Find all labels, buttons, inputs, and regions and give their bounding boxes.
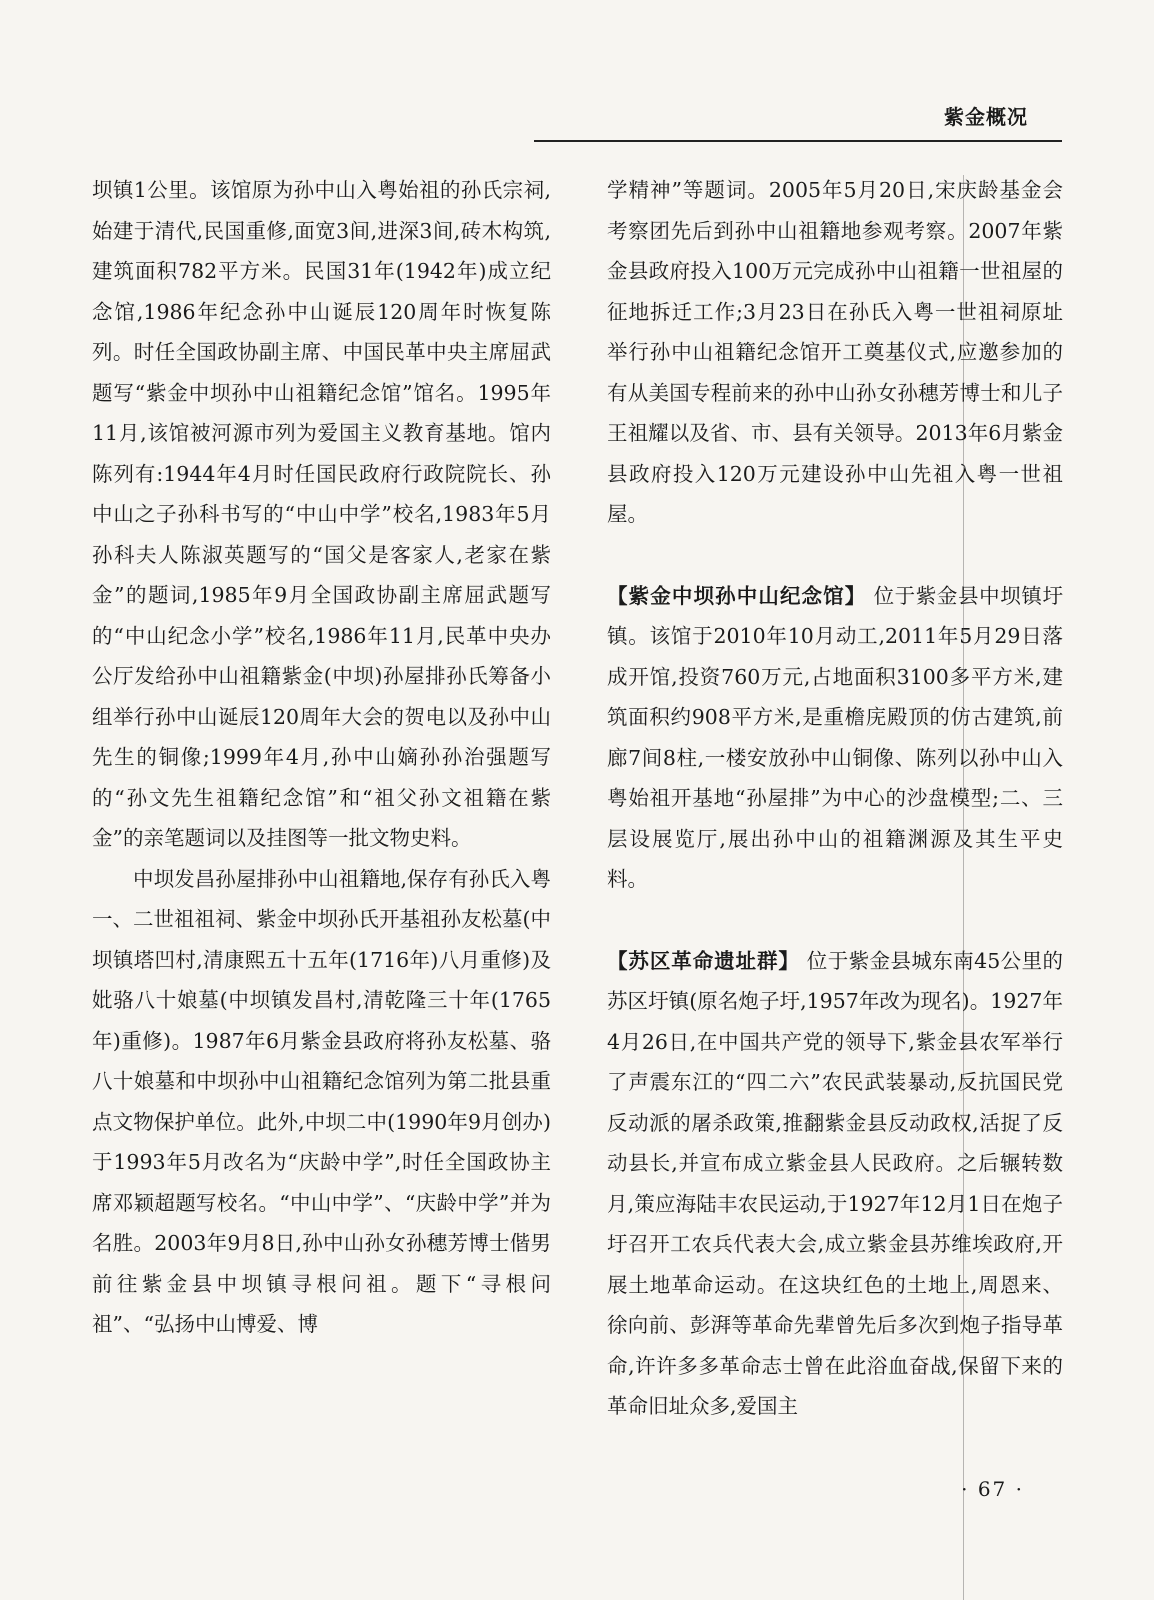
left-paragraph-1: 坝镇1公里。该馆原为孙中山入粤始祖的孙氏宗祠,始建于清代,民国重修,面宽3间,进深3间,砖木构筑,建筑面积782平方米。民国31年(1942年)成立纪念馆,1986年纪念孙中山诞辰120周年时恢复陈列。时任全国政协副主席、中国民革中央主席屈武题写“紫金中坝孙中山祖籍纪念馆”馆名。1995年11月,该馆被河源市列为爱国主义教育基地。馆内陈列有:1944年4月时任国民政府行政院院长、孙中山之子孙科书写的“中山中学”校名,1983年5月孙科夫人陈淑英题写的“国父是客家人,老家在紫金”的题词,1985年9月全国政协副主席屈武题写的“中山纪念小学”校名,1986年11月,民革中央办公厅发给孙中山祖籍紫金(中坝)孙屋排孙氏筹备小组举行孙中山诞辰120周年大会的贺电以及孙中山先生的铜像;1999年4月,孙中山嫡孙孙治强题写的“孙文先生祖籍纪念馆”和“祖父孙文祖籍在紫金”的亲笔题词以及挂图等一批文物史料。 <box>92 178 551 850</box>
left-paragraph-2: 中坝发昌孙屋排孙中山祖籍地,保存有孙氏入粤一、二世祖祖祠、紫金中坝孙氏开基祖孙友松墓(中坝镇塔凹村,清康熙五十五年(1716年)八月重修)及妣骆八十娘墓(中坝镇发昌村,清乾隆三十年(1765年)重修)。1987年6月紫金县政府将孙友松墓、骆八十娘墓和中坝孙中山祖籍纪念馆列为第二批县重点文物保护单位。此外,中坝二中(1990年9月创办)于1993年5月改名为“庆龄中学”,时任全国政协主席邓颖超题写校名。“中山中学”、“庆龄中学”并为名胜。2003年9月8日,孙中山孙女孙穗芳博士偕男前往紫金县中坝镇寻根问祖。题下“寻根问祖”、“弘扬中山博爱、博 <box>92 866 551 1336</box>
left-column <box>92 170 551 1345</box>
section-spacer <box>800 949 807 973</box>
scan-fold-line <box>963 175 964 1600</box>
right-column <box>607 170 1063 1427</box>
section-title-sun-memorial-hall: 【紫金中坝孙中山纪念馆】 <box>607 583 867 608</box>
section-soviet-sites <box>607 941 1063 1427</box>
section-spacer <box>866 584 873 608</box>
section-body-soviet-sites: 位于紫金县城东南45公里的苏区圩镇(原名炮子圩,1957年改为现名)。1927年4月26日,在中国共产党的领导下,紫金县农军举行了声震东江的“四二六”农民武装暴动,反抗国民党反动派的屠杀政策,推翻紫金县反动政权,活捉了反动县长,并宣布成立紫金县人民政府。之后辗转数月,策应海陆丰农民运动,于1927年12月1日在炮子圩召开工农兵代表大会,成立紫金县苏维埃政府,开展土地革命运动。在这块红色的土地上,周恩来、徐向前、彭湃等革命先辈曾先后多次到炮子指导革命,许许多多革命志士曾在此浴血奋战,保留下来的革命旧址众多,爱国主 <box>607 948 1063 1418</box>
section-sun-memorial-hall <box>607 576 1063 900</box>
header-rule <box>534 140 1062 142</box>
section-header-title: 紫金概况 <box>944 105 1028 129</box>
right-intro-paragraph: 学精神”等题词。2005年5月20日,宋庆龄基金会考察团先后到孙中山祖籍地参观考察。2007年紫金县政府投入100万元完成孙中山祖籍一世祖屋的征地拆迁工作;3月23日在孙氏入粤一世祖祠原址举行孙中山祖籍纪念馆开工奠基仪式,应邀参加的有从美国专程前来的孙中山孙女孙穗芳博士和儿子王祖耀以及省、市、县有关领导。2013年6月紫金县政府投入120万元建设孙中山先祖入粤一世祖屋。 <box>607 178 1063 526</box>
section-body-sun-memorial-hall: 位于紫金县中坝镇圩镇。该馆于2010年10月动工,2011年5月29日落成开馆,投资760万元,占地面积3100多平方米,建筑面积约908平方米,是重檐庑殿顶的仿古建筑,前廊7间8柱,一楼安放孙中山铜像、陈列以孙中山入粤始祖开基地“孙屋排”为中心的沙盘模型;二、三层设展览厅,展出孙中山的祖籍渊源及其生平史料。 <box>607 583 1064 891</box>
page-number: · 67 · <box>961 1477 1024 1501</box>
section-title-soviet-sites: 【苏区革命遗址群】 <box>607 948 800 973</box>
